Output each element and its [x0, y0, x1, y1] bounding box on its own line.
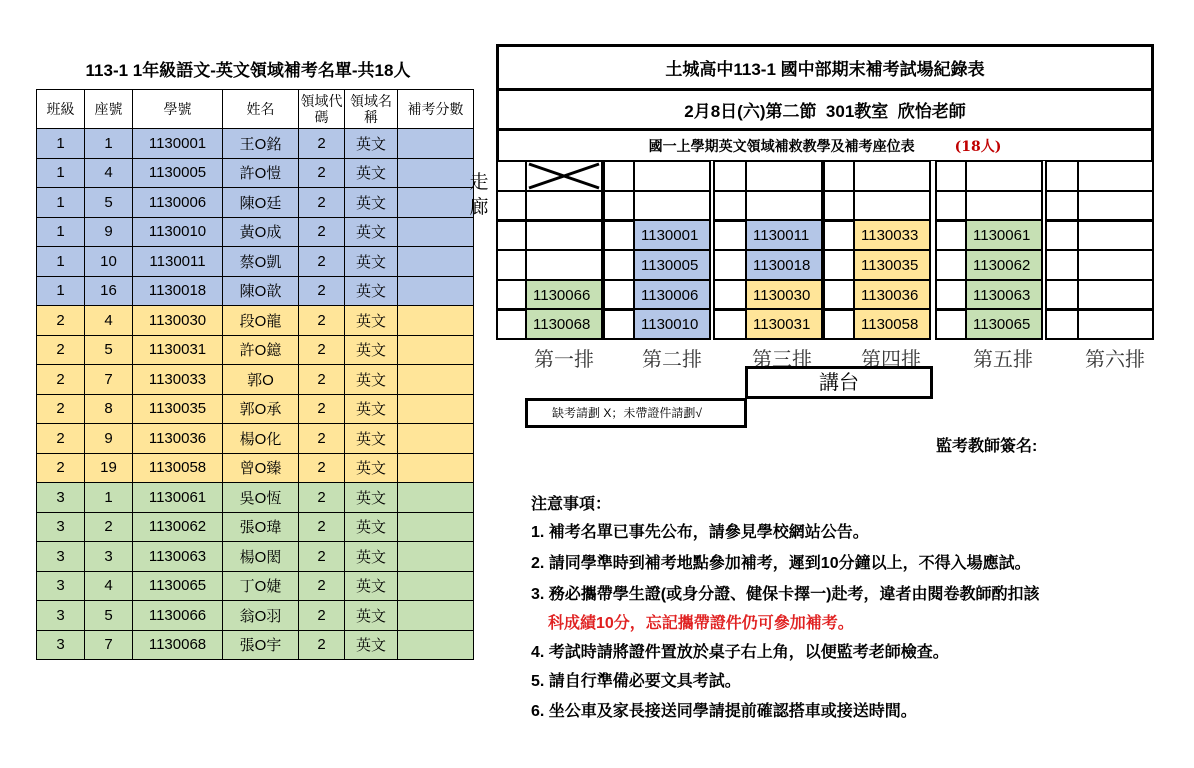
- cell-class: 1: [37, 247, 85, 277]
- corridor-label: [466, 170, 492, 220]
- corridor-char: 走: [469, 171, 489, 193]
- table-row: [37, 453, 474, 483]
- aisle-cell: [603, 160, 635, 192]
- aisle-cell: [823, 160, 855, 192]
- cell-seat: 5: [85, 188, 133, 218]
- note-item-warning: 科成績10分，忘記攜帶證件仍可參加補考。: [548, 615, 854, 632]
- cell-class: 1: [37, 188, 85, 218]
- corridor-char: 廊: [469, 196, 489, 218]
- cell-class: 3: [37, 483, 85, 513]
- aisle-cell: [1045, 190, 1079, 222]
- cell-domain-code: 2: [299, 188, 345, 218]
- cell-score[interactable]: [398, 276, 474, 306]
- cell-seat: 9: [85, 217, 133, 247]
- cell-class: 1: [37, 129, 85, 159]
- aisle-cell: [713, 279, 747, 311]
- cell-score[interactable]: [398, 188, 474, 218]
- record-title-text: 土城高中113-1 國中部期末補考試場紀錄表: [665, 60, 985, 79]
- seat-assigned[interactable]: 1130030: [745, 279, 823, 311]
- cell-domain-code: 2: [299, 571, 345, 601]
- aisle-cell: [713, 219, 747, 251]
- seat-empty[interactable]: [525, 190, 603, 222]
- header-seat: 座號: [85, 90, 133, 129]
- table-row: [37, 247, 474, 277]
- seating-subtitle-text: 國一上學期英文領域補救教學及補考座位表: [648, 138, 915, 155]
- cell-domain-name: 英文: [345, 424, 398, 454]
- seat-assigned[interactable]: 1130010: [633, 308, 711, 340]
- cell-name: 丁O婕: [223, 571, 299, 601]
- cell-student-id: 1130035: [133, 394, 223, 424]
- table-row: [37, 542, 474, 572]
- cell-student-id: 1130001: [133, 129, 223, 159]
- cell-domain-name: 英文: [345, 512, 398, 542]
- cell-seat: 2: [85, 512, 133, 542]
- cell-domain-name: 英文: [345, 276, 398, 306]
- row-label-3: 第三排: [752, 347, 812, 371]
- table-row: [37, 601, 474, 631]
- aisle-cell: [1045, 308, 1079, 340]
- cell-domain-code: 2: [299, 306, 345, 336]
- session-info-text: 2月8日(六)第二節 301教室 欣怡老師: [684, 102, 966, 121]
- cell-name: 曾O臻: [223, 453, 299, 483]
- seat-empty[interactable]: [633, 190, 711, 222]
- cell-class: 2: [37, 453, 85, 483]
- cell-score[interactable]: [398, 512, 474, 542]
- cell-class: 1: [37, 276, 85, 306]
- cell-student-id: 1130031: [133, 335, 223, 365]
- cell-domain-name: 英文: [345, 483, 398, 513]
- seat-assigned[interactable]: 1130036: [853, 279, 931, 311]
- seat-assigned[interactable]: 1130006: [633, 279, 711, 311]
- cell-name: 王O銘: [223, 129, 299, 159]
- cell-student-id: 1130058: [133, 453, 223, 483]
- cell-seat: 10: [85, 247, 133, 277]
- table-row: [37, 217, 474, 247]
- cell-student-id: 1130062: [133, 512, 223, 542]
- cell-class: 3: [37, 571, 85, 601]
- cell-student-id: 1130066: [133, 601, 223, 631]
- aisle-cell: [823, 219, 855, 251]
- seat-empty[interactable]: [525, 219, 603, 251]
- cross-mark-icon: [527, 162, 601, 190]
- seat-empty[interactable]: [525, 249, 603, 281]
- cell-seat: 16: [85, 276, 133, 306]
- aisle-cell: [496, 160, 527, 192]
- row-label-6: 第六排: [1085, 347, 1145, 371]
- aisle-cell: [713, 190, 747, 222]
- aisle-cell: [935, 279, 967, 311]
- seat-empty[interactable]: [1077, 308, 1154, 340]
- header-name: 姓名: [223, 90, 299, 129]
- aisle-cell: [935, 308, 967, 340]
- header-domain-code: 領域代碼: [299, 90, 345, 129]
- row-label-2: 第二排: [642, 347, 702, 371]
- cell-name: 張O宇: [223, 630, 299, 660]
- aisle-cell: [603, 249, 635, 281]
- cell-class: 2: [37, 365, 85, 395]
- cell-student-id: 1130005: [133, 158, 223, 188]
- cell-domain-code: 2: [299, 394, 345, 424]
- cell-domain-code: 2: [299, 247, 345, 277]
- cell-name: 郭O承: [223, 394, 299, 424]
- cell-student-id: 1130036: [133, 424, 223, 454]
- cell-domain-code: 2: [299, 630, 345, 660]
- cell-seat: 8: [85, 394, 133, 424]
- aisle-cell: [496, 279, 527, 311]
- cell-name: 楊O閎: [223, 542, 299, 572]
- table-row: [37, 571, 474, 601]
- aisle-cell: [935, 249, 967, 281]
- seat-assigned[interactable]: 1130033: [853, 219, 931, 251]
- seat-empty[interactable]: [1077, 160, 1154, 192]
- note-item: 6. 坐公車及家長接送同學請提前確認搭車或接送時間。: [531, 703, 917, 720]
- cell-domain-code: 2: [299, 335, 345, 365]
- cell-seat: 9: [85, 424, 133, 454]
- seat-assigned[interactable]: 1130065: [965, 308, 1043, 340]
- seat-assigned[interactable]: 1130018: [745, 249, 823, 281]
- table-row: [37, 512, 474, 542]
- aisle-cell: [496, 219, 527, 251]
- table-row: [37, 394, 474, 424]
- cell-score[interactable]: [398, 335, 474, 365]
- cell-seat: 7: [85, 630, 133, 660]
- aisle-cell: [496, 249, 527, 281]
- header-domain-name: 領域名稱: [345, 90, 398, 129]
- aisle-cell: [823, 308, 855, 340]
- aisle-cell: [603, 190, 635, 222]
- seat-assigned[interactable]: 1130035: [853, 249, 931, 281]
- seat-empty[interactable]: [745, 160, 823, 192]
- cell-domain-name: 英文: [345, 571, 398, 601]
- aisle-cell: [1045, 160, 1079, 192]
- seat-assigned[interactable]: 1130011: [745, 219, 823, 251]
- aisle-cell: [713, 249, 747, 281]
- header-score: 補考分數: [398, 90, 474, 129]
- cell-domain-name: 英文: [345, 542, 398, 572]
- aisle-cell: [1045, 219, 1079, 251]
- aisle-cell: [713, 160, 747, 192]
- cell-domain-name: 英文: [345, 129, 398, 159]
- cell-student-id: 1130065: [133, 571, 223, 601]
- cell-domain-name: 英文: [345, 394, 398, 424]
- header-class: 班級: [37, 90, 85, 129]
- table-row: [37, 276, 474, 306]
- cell-domain-name: 英文: [345, 306, 398, 336]
- cell-name: 陳O廷: [223, 188, 299, 218]
- note-item: 2. 請同學準時到補考地點參加補考，遲到10分鐘以上，不得入場應試。: [531, 555, 1031, 572]
- seat-absent-mark[interactable]: [525, 160, 603, 192]
- table-row: [37, 365, 474, 395]
- cell-domain-name: 英文: [345, 217, 398, 247]
- cell-domain-code: 2: [299, 512, 345, 542]
- cell-domain-name: 英文: [345, 188, 398, 218]
- cell-domain-code: 2: [299, 276, 345, 306]
- cell-name: 陳O歆: [223, 276, 299, 306]
- row-label-5: 第五排: [973, 347, 1033, 371]
- aisle-cell: [603, 308, 635, 340]
- roster-title: 113-1 1年級語文-英文領域補考名單-共18人: [85, 61, 411, 80]
- cell-name: 黃O成: [223, 217, 299, 247]
- seat-empty[interactable]: [633, 160, 711, 192]
- cell-score[interactable]: [398, 247, 474, 277]
- cell-domain-name: 英文: [345, 453, 398, 483]
- cell-name: 蔡O凱: [223, 247, 299, 277]
- seat-assigned[interactable]: 1130066: [525, 279, 603, 311]
- cell-class: 2: [37, 306, 85, 336]
- aisle-cell: [713, 308, 747, 340]
- cell-seat: 5: [85, 601, 133, 631]
- cell-domain-code: 2: [299, 542, 345, 572]
- cell-score[interactable]: [398, 394, 474, 424]
- cell-seat: 7: [85, 365, 133, 395]
- cell-score[interactable]: [398, 453, 474, 483]
- aisle-cell: [823, 249, 855, 281]
- student-count: (18人): [954, 138, 1002, 155]
- seat-assigned[interactable]: 1130001: [633, 219, 711, 251]
- cell-domain-code: 2: [299, 129, 345, 159]
- table-row: [37, 188, 474, 218]
- cell-score[interactable]: [398, 217, 474, 247]
- cell-score[interactable]: [398, 630, 474, 660]
- cell-score[interactable]: [398, 601, 474, 631]
- cell-class: 2: [37, 335, 85, 365]
- cell-student-id: 1130011: [133, 247, 223, 277]
- proctor-signature-label: 監考教師簽名:: [936, 438, 1038, 455]
- cell-seat: 19: [85, 453, 133, 483]
- cell-score[interactable]: [398, 365, 474, 395]
- cell-score[interactable]: [398, 129, 474, 159]
- seat-empty[interactable]: [853, 190, 931, 222]
- seat-empty[interactable]: [745, 190, 823, 222]
- aisle-cell: [603, 219, 635, 251]
- cell-score[interactable]: [398, 571, 474, 601]
- cell-domain-name: 英文: [345, 247, 398, 277]
- roster-header-row: [37, 90, 474, 129]
- cell-seat: 4: [85, 306, 133, 336]
- cell-student-id: 1130033: [133, 365, 223, 395]
- cell-name: 許O愷: [223, 158, 299, 188]
- row-label-4: 第四排: [861, 347, 921, 371]
- seat-empty[interactable]: [1077, 249, 1154, 281]
- cell-class: 2: [37, 424, 85, 454]
- session-info: [496, 88, 1154, 131]
- table-row: [37, 630, 474, 660]
- cell-name: 楊O化: [223, 424, 299, 454]
- cell-class: 1: [37, 158, 85, 188]
- seat-empty[interactable]: [1077, 279, 1154, 311]
- cell-seat: 3: [85, 542, 133, 572]
- cell-class: 3: [37, 512, 85, 542]
- seat-assigned[interactable]: 1130061: [965, 219, 1043, 251]
- table-row: [37, 424, 474, 454]
- table-row: [37, 306, 474, 336]
- note-item: 3. 務必攜帶學生證(或身分證、健保卡擇一)赴考，違者由閱卷教師酌扣該: [531, 586, 1040, 603]
- aisle-cell: [603, 279, 635, 311]
- seat-assigned[interactable]: 1130063: [965, 279, 1043, 311]
- cell-domain-code: 2: [299, 365, 345, 395]
- table-row: [37, 483, 474, 513]
- cell-class: 2: [37, 394, 85, 424]
- roster-table: [36, 89, 474, 660]
- record-title: [496, 44, 1154, 91]
- cell-name: 郭O: [223, 365, 299, 395]
- seat-empty[interactable]: [1077, 219, 1154, 251]
- cell-score[interactable]: [398, 483, 474, 513]
- cell-seat: 1: [85, 129, 133, 159]
- legend-note: 缺考請劃 X；未帶證件請劃√: [525, 398, 747, 428]
- seating-subtitle: [496, 128, 1154, 161]
- cell-name: 翁O羽: [223, 601, 299, 631]
- seat-assigned[interactable]: 1130031: [745, 308, 823, 340]
- cell-student-id: 1130006: [133, 188, 223, 218]
- cell-domain-name: 英文: [345, 630, 398, 660]
- aisle-cell: [496, 308, 527, 340]
- aisle-cell: [823, 279, 855, 311]
- cell-seat: 1: [85, 483, 133, 513]
- cell-name: 段O龍: [223, 306, 299, 336]
- header-student-id: 學號: [133, 90, 223, 129]
- note-item: 4. 考試時請將證件置放於桌子右上角，以便監考老師檢查。: [531, 644, 949, 661]
- seat-assigned[interactable]: 1130005: [633, 249, 711, 281]
- table-row: [37, 335, 474, 365]
- cell-name: 張O瑋: [223, 512, 299, 542]
- cell-student-id: 1130018: [133, 276, 223, 306]
- cell-class: 1: [37, 217, 85, 247]
- note-item: 1. 補考名單已事先公布，請參見學校網站公告。: [531, 524, 869, 541]
- note-item: 5. 請自行準備必要文具考試。: [531, 673, 741, 690]
- seating-chart: [496, 160, 1154, 340]
- cell-domain-code: 2: [299, 601, 345, 631]
- aisle-cell: [496, 190, 527, 222]
- cell-student-id: 1130068: [133, 630, 223, 660]
- seat-empty[interactable]: [965, 190, 1043, 222]
- cell-seat: 4: [85, 158, 133, 188]
- cell-domain-code: 2: [299, 424, 345, 454]
- aisle-cell: [935, 219, 967, 251]
- cell-domain-name: 英文: [345, 601, 398, 631]
- cell-student-id: 1130063: [133, 542, 223, 572]
- seat-empty[interactable]: [1077, 190, 1154, 222]
- cell-name: 吳O恆: [223, 483, 299, 513]
- aisle-cell: [935, 160, 967, 192]
- cell-class: 3: [37, 630, 85, 660]
- seat-empty[interactable]: [853, 160, 931, 192]
- cell-domain-code: 2: [299, 217, 345, 247]
- cell-student-id: 1130061: [133, 483, 223, 513]
- seat-assigned[interactable]: 1130062: [965, 249, 1043, 281]
- cell-seat: 4: [85, 571, 133, 601]
- seat-assigned[interactable]: 1130068: [525, 308, 603, 340]
- cell-score[interactable]: [398, 158, 474, 188]
- seat-empty[interactable]: [965, 160, 1043, 192]
- cell-domain-name: 英文: [345, 335, 398, 365]
- aisle-cell: [1045, 249, 1079, 281]
- cell-student-id: 1130030: [133, 306, 223, 336]
- cell-score[interactable]: [398, 542, 474, 572]
- table-row: [37, 158, 474, 188]
- podium: 講台: [745, 366, 933, 399]
- cell-score[interactable]: [398, 306, 474, 336]
- seat-assigned[interactable]: 1130058: [853, 308, 931, 340]
- cell-seat: 5: [85, 335, 133, 365]
- cell-domain-code: 2: [299, 453, 345, 483]
- table-row: [37, 129, 474, 159]
- cell-domain-code: 2: [299, 158, 345, 188]
- cell-domain-name: 英文: [345, 158, 398, 188]
- cell-domain-code: 2: [299, 483, 345, 513]
- cell-name: 許O鐿: [223, 335, 299, 365]
- aisle-cell: [823, 190, 855, 222]
- cell-class: 3: [37, 542, 85, 572]
- row-label-1: 第一排: [534, 347, 594, 371]
- cell-class: 3: [37, 601, 85, 631]
- cell-domain-name: 英文: [345, 365, 398, 395]
- notes-title: 注意事項：: [531, 496, 612, 513]
- aisle-cell: [935, 190, 967, 222]
- aisle-cell: [1045, 279, 1079, 311]
- cell-score[interactable]: [398, 424, 474, 454]
- cell-student-id: 1130010: [133, 217, 223, 247]
